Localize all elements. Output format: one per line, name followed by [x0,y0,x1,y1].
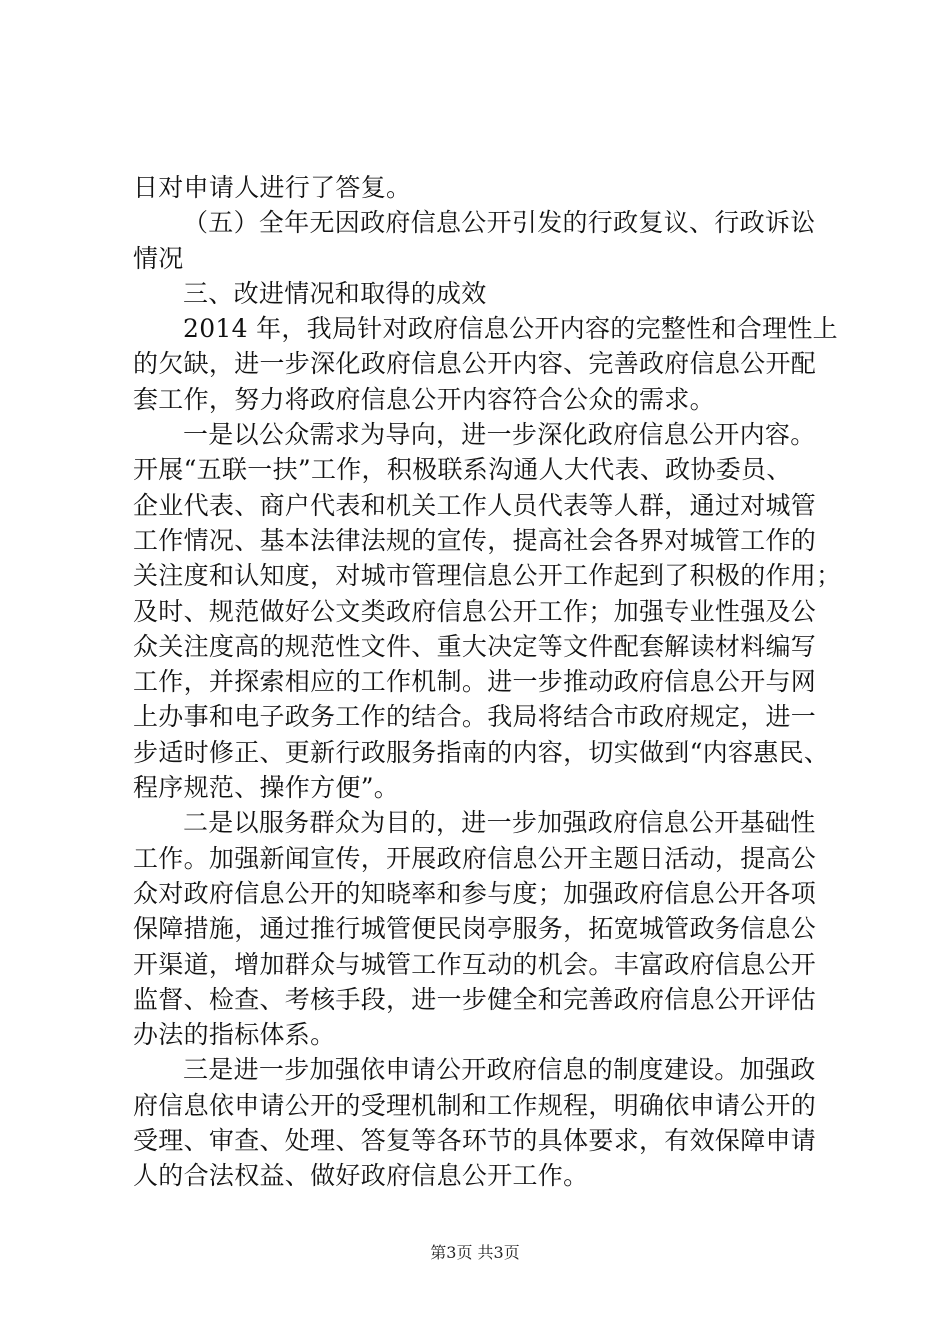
text-line: 工作，并探索相应的工作机制。进一步推动政府信息公开与网 [133,667,817,697]
text-line: （五）全年无因政府信息公开引发的行政复议、行政诉讼 [183,208,816,238]
text-line: 工作情况、基本法律法规的宣传，提高社会各界对城管工作的 [133,525,817,555]
text-line: 上办事和电子政务工作的结合。我局将结合市政府规定，进一 [133,702,817,732]
document-body [133,170,842,1194]
text-line: 企业代表、商户代表和机关工作人员代表等人群，通过对城管 [133,490,817,520]
text-line: 及时、规范做好公文类政府信息公开工作；加强专业性强及公 [133,596,817,626]
text-line: 保障措施，通过推行城管便民岗亭服务，拓宽城管政务信息公 [133,914,817,944]
text-line: 二是以服务群众为目的，进一步加强政府信息公开基础性 [183,808,816,838]
text-line: 关注度和认知度，对城市管理信息公开工作起到了积极的作用； [133,561,842,591]
text-line: 2014 年，我局针对政府信息公开内容的完整性和合理性上 [183,314,838,344]
text-line: 众关注度高的规范性文件、重大决定等文件配套解读材料编写 [133,631,817,661]
text-line: 三、改进情况和取得的成效 [183,278,487,308]
text-line: 众对政府信息公开的知晓率和参与度；加强政府信息公开各项 [133,878,817,908]
text-line: 套工作，努力将政府信息公开内容符合公众的需求。 [133,384,715,414]
text-line: 一是以公众需求为导向，进一步深化政府信息公开内容。 [183,420,816,450]
text-line: 受理、审查、处理、答复等各环节的具体要求，有效保障申请 [133,1126,817,1156]
text-line: 的欠缺，进一步深化政府信息公开内容、完善政府信息公开配 [133,349,817,379]
text-line: 步适时修正、更新行政服务指南的内容，切实做到“内容惠民、 [133,737,830,767]
text-line: 开渠道，增加群众与城管工作互动的机会。丰富政府信息公开 [133,949,817,979]
text-line: 日对申请人进行了答复。 [133,173,412,202]
text-line: 府信息依申请公开的受理机制和工作规程，明确依申请公开的 [133,1090,817,1120]
text-line: 三是进一步加强依申请公开政府信息的制度建设。加强政 [183,1055,816,1085]
text-line: 情况 [133,243,184,273]
text-line: 人的合法权益、做好政府信息公开工作。 [133,1161,589,1191]
text-line: 办法的指标体系。 [133,1020,336,1050]
page-footer: 第3页 共3页 [430,1243,520,1262]
text-line: 工作。加强新闻宣传，开展政府信息公开主题日活动，提高公 [133,843,817,873]
text-line: 监督、检查、考核手段，进一步健全和完善政府信息公开评估 [133,984,817,1014]
text-line: 开展“五联一扶”工作，积极联系沟通人大代表、政协委员、 [133,455,792,485]
text-line: 程序规范、操作方便”。 [133,773,400,803]
